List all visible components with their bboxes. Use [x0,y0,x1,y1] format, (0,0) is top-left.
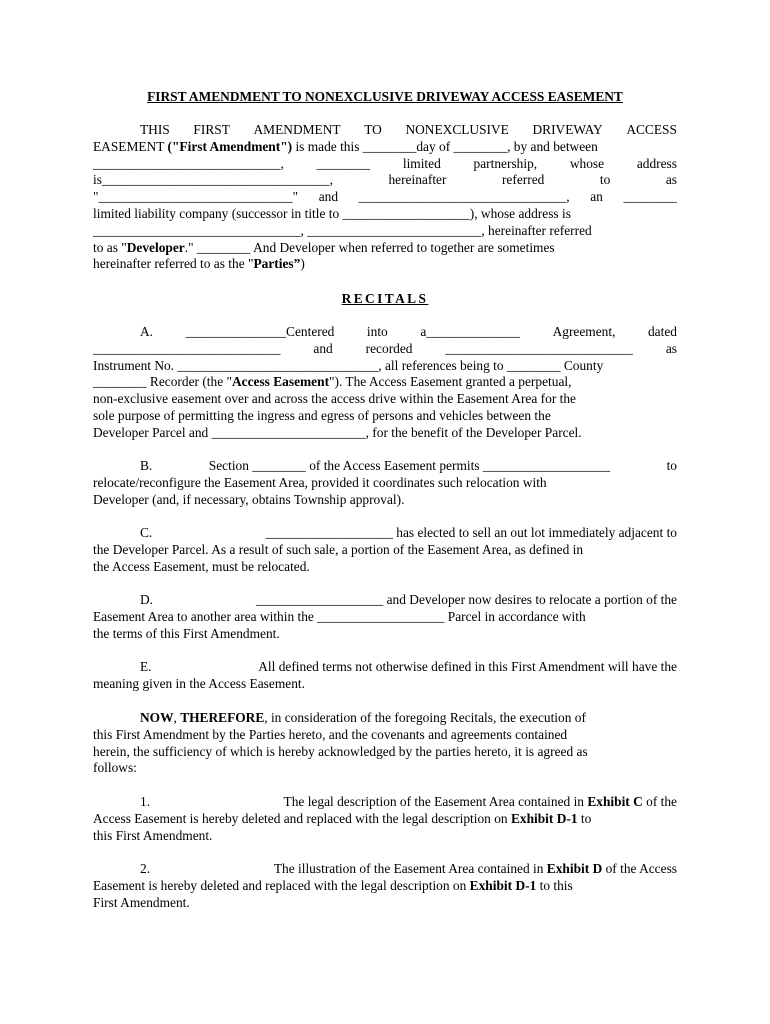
recital-a-line-4: ________ Recorder (the "Access Easement"). The Access Easement granted a perpetual, [93,374,572,390]
recital-b [93,458,677,508]
intro-line-7: _______________________________, __________________________, hereinafter referred [93,222,592,238]
item-2-line-2: Easement is hereby deleted and replaced with the legal description on Exhibit D-1 to this [93,877,573,893]
intro-paragraph [93,122,677,273]
recital-b-line-3: Developer (and, if necessary, obtains Township approval). [93,491,405,507]
now-therefore-paragraph [93,710,677,777]
recital-e-line-2: meaning given in the Access Easement. [93,675,305,691]
intro-line-6: limited liability company (successor in title to ___________________), whose address is [93,205,571,221]
recital-d [93,592,677,642]
now-therefore-line-4: follows: [93,760,137,776]
intro-line-9: hereinafter referred to as the "Parties”) [93,256,305,272]
recital-c-line-3: the Access Easement, must be relocated. [93,558,310,574]
recital-d-line-3: the terms of this First Amendment. [93,625,280,641]
intro-line-8: to as "Developer." ________ And Developer when referred to together are sometimes [93,239,555,255]
recital-a-line-2: ____________________________ and recorded ____________________________ as [93,340,677,356]
recital-e [93,659,677,693]
item-2-line-3: First Amendment. [93,894,190,910]
item-1-line-2: Access Easement is hereby deleted and replaced with the legal description on Exhibit D-1 to [93,810,592,826]
intro-line-3: ____________________________, ________ limited partnership, whose address [93,155,677,171]
recital-c-line-1: C. ___________________ has elected to sell an out lot immediately adjacent to [140,525,677,540]
recital-c-line-2: the Developer Parcel. As a result of such sale, a portion of the Easement Area, as defined in [93,541,584,557]
now-therefore-line-3: herein, the sufficiency of which is hereby acknowledged by the parties hereto, it is agreed as [93,743,588,759]
item-1 [93,794,677,844]
recitals-heading: RECITALS [341,291,429,306]
recital-a-line-1: A. _______________Centered into a______________ Agreement, dated [140,324,677,339]
document-title: FIRST AMENDMENT TO NONEXCLUSIVE DRIVEWAY ACCESS EASEMENT [147,89,623,104]
recital-c [93,525,677,575]
recital-a [93,324,677,442]
item-1-line-3: this First Amendment. [93,827,213,843]
intro-line-1: THIS FIRST AMENDMENT TO NONEXCLUSIVE DRIVEWAY ACCESS [140,122,677,137]
item-2 [93,861,677,911]
recital-a-line-3: Instrument No. ______________________________, all references being to ________ County [93,357,604,373]
now-therefore-line-2: this First Amendment by the Parties hereto, and the covenants and agreements contained [93,726,568,742]
recital-a-line-5: non-exclusive easement over and across the access drive within the Easement Area for the [93,391,576,407]
intro-line-4: is__________________________________, hereinafter referred to as [93,172,677,188]
recital-e-line-1: E. All defined terms not otherwise defined in this First Amendment will have the [140,659,677,674]
item-2-line-1: 2. The illustration of the Easement Area contained in Exhibit D of the Access [140,861,677,876]
recital-a-line-7: Developer Parcel and _______________________, for the benefit of the Developer Parcel. [93,424,582,440]
item-1-line-1: 1. The legal description of the Easement Area contained in Exhibit C of the [140,794,677,809]
recital-d-line-2: Easement Area to another area within the ___________________ Parcel in accordance with [93,608,586,624]
recital-b-line-1: B. Section ________ of the Access Easement permits ___________________ to [140,458,677,473]
now-therefore-line-1: NOW, THEREFORE, in consideration of the foregoing Recitals, the execution of [140,710,586,725]
recital-a-line-6: sole purpose of permitting the ingress and egress of persons and vehicles between the [93,407,551,423]
recital-b-line-2: relocate/reconfigure the Easement Area, provided it coordinates such relocation with [93,474,547,490]
intro-line-5: "_____________________________" and _______________________________, an ________ [93,189,677,205]
intro-line-2: EASEMENT ("First Amendment") is made this ________day of ________, by and between [93,138,598,154]
recital-d-line-1: D. ___________________ and Developer now desires to relocate a portion of the [140,592,677,607]
